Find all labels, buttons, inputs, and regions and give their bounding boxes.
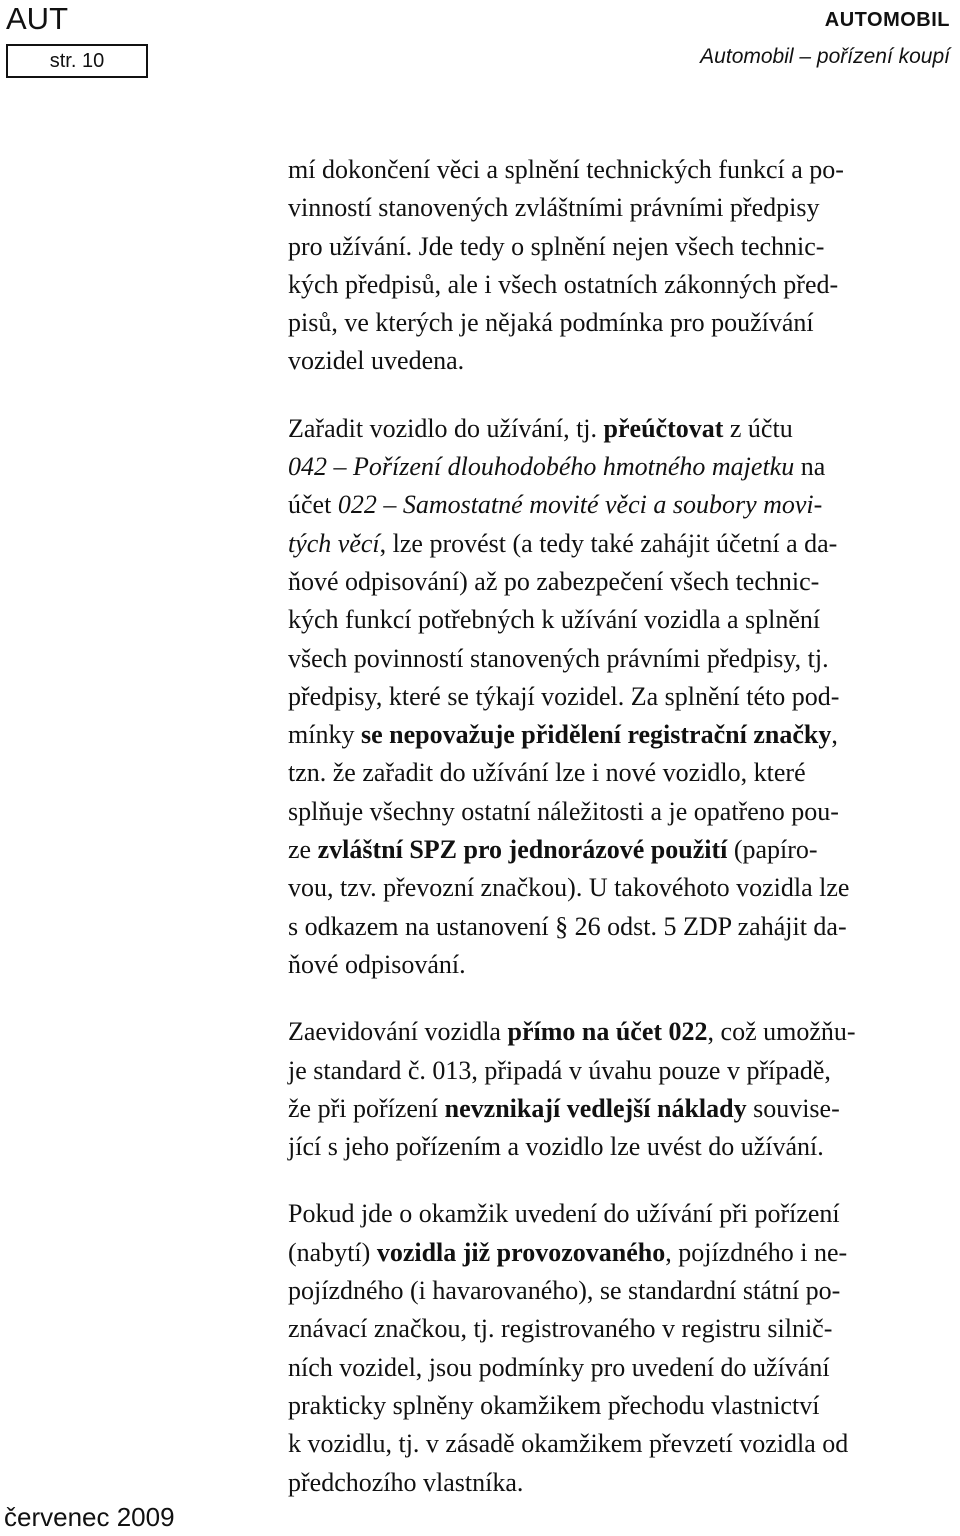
header-right (700, 6, 950, 72)
text-segment: ze (288, 835, 318, 865)
text-line (288, 1276, 840, 1305)
text-segment: pojízdného (i havarovaného), se standardní státní po- (288, 1276, 841, 1306)
bold-text: se nepovažuje přidělení registrační značky (360, 720, 832, 750)
paragraph-1 (288, 151, 956, 381)
text-line (288, 1199, 840, 1228)
text-segment: Pokud jde o okamžik uvedení do užívání při pořízení (288, 1199, 840, 1229)
bold-text: nevznikají vedlejší náklady (444, 1093, 747, 1123)
text-line (288, 644, 829, 673)
text-line (288, 1391, 819, 1420)
bold-text: přeúčtovat (603, 413, 724, 443)
paragraph-2 (288, 410, 956, 984)
text-line (288, 529, 837, 558)
text-segment: je standard č. 013, připadá v úvahu pouze v případě, (288, 1055, 831, 1085)
text-segment: účet (288, 490, 338, 520)
article-body (288, 151, 956, 1502)
text-line (288, 1056, 831, 1085)
bold-text: vozidla již provozovaného (376, 1237, 666, 1267)
paragraph-gap (288, 984, 956, 1013)
text-line (288, 682, 839, 711)
text-segment: vozidel uvedena. (288, 346, 465, 376)
text-segment: ňové odpisování. (288, 949, 466, 979)
text-line (288, 232, 824, 261)
paragraph-3 (288, 1013, 956, 1166)
text-segment: vou, tzv. převozní značkou). U takovéhoto vozidla lze (288, 873, 850, 903)
text-line (288, 414, 793, 443)
text-segment: s odkazem na ustanovení § 26 odst. 5 ZDP zahájit da- (288, 911, 847, 941)
paragraph-gap (288, 1166, 956, 1195)
text-line (288, 567, 819, 596)
text-segment: tzn. že zařadit do užívání lze i nové vozidlo, které (288, 758, 806, 788)
text-line (288, 1132, 824, 1161)
text-line (288, 346, 464, 375)
text-line (288, 873, 849, 902)
text-segment: Zařadit vozidlo do užívání, tj. (288, 413, 604, 443)
page-number-box: str. 10 (6, 44, 148, 78)
text-segment: souvise- (746, 1093, 840, 1123)
paragraph-gap (288, 381, 956, 410)
text-segment: (papíro- (727, 835, 818, 865)
bold-text: přímo na účet 022 (507, 1017, 708, 1047)
italic-text: 042 – Pořízení dlouhodobého hmotného majetku (288, 452, 795, 482)
text-line (288, 758, 806, 787)
italic-text: 022 – Samostatné movité věci a soubory movi- (337, 490, 823, 520)
text-line (288, 605, 820, 634)
text-segment: kých předpisů, ale i všech ostatních zákonných před- (288, 269, 839, 299)
text-segment: mínky (288, 720, 361, 750)
text-segment: (nabytí) (288, 1237, 377, 1267)
paragraph-4 (288, 1195, 956, 1501)
text-line (288, 912, 847, 941)
text-segment: předchozího vlastníka. (288, 1467, 524, 1497)
text-segment: ňové odpisování) až po zabezpečení všech technic- (288, 566, 820, 596)
text-segment: , což umožňu- (707, 1017, 856, 1047)
text-segment: pisů, ve kterých je nějaká podmínka pro používání (288, 308, 814, 338)
text-segment: , lze provést (a tedy také zahájit účetní a da- (379, 528, 838, 558)
text-segment: , (831, 720, 838, 750)
text-line (288, 308, 814, 337)
text-segment: že při pořízení (288, 1093, 445, 1123)
text-segment: všech povinností stanovených právními předpisy, tj. (288, 643, 829, 673)
text-segment: splňuje všechny ostatní náležitosti a je opatřeno pou- (288, 796, 839, 826)
text-segment: Zaevidování vozidla (288, 1017, 508, 1047)
publication-logo: AUT (6, 1, 68, 36)
text-line (288, 155, 844, 184)
text-segment: ních vozidel, jsou podmínky pro uvedení do užívání (288, 1352, 830, 1382)
text-segment: prakticky splněny okamžikem přechodu vlastnictví (288, 1390, 820, 1420)
text-segment: k vozidlu, tj. v zásadě okamžikem převzetí vozidla od (288, 1429, 849, 1459)
text-line (288, 452, 825, 481)
text-line (288, 1094, 840, 1123)
text-segment: jící s jeho pořízením a vozidlo lze uvést do užívání. (288, 1132, 824, 1162)
text-segment: , pojízdného i ne- (665, 1237, 848, 1267)
text-segment: kých funkcí potřebných k užívání vozidla a splnění (288, 605, 821, 635)
text-line (288, 950, 466, 979)
text-line (288, 1238, 847, 1267)
text-line (288, 720, 838, 749)
text-segment: znávací značkou, tj. registrovaného v registru silnič- (288, 1314, 833, 1344)
section-title: AUTOMOBIL (824, 9, 950, 31)
text-segment: pro užívání. Jde tedy o splnění nejen všech technic- (288, 231, 825, 261)
text-line (288, 797, 839, 826)
text-line (288, 1353, 830, 1382)
text-line (288, 835, 818, 864)
italic-text: tých věcí (288, 528, 380, 558)
text-line (288, 193, 819, 222)
text-line (288, 1429, 848, 1458)
text-line (288, 1017, 856, 1046)
text-line (288, 1468, 523, 1497)
text-segment: z účtu (723, 413, 793, 443)
footer-date: červenec 2009 (4, 1502, 175, 1532)
text-line (288, 1314, 832, 1343)
text-segment: na (794, 452, 826, 482)
text-segment: vinností stanovených zvláštními právními předpisy (288, 193, 820, 223)
text-segment: předpisy, které se týkají vozidel. Za splnění této pod- (288, 681, 840, 711)
bold-text: zvláštní SPZ pro jednorázové použití (317, 835, 728, 865)
section-subtitle: Automobil – pořízení koupí (700, 45, 950, 68)
text-line (288, 490, 822, 519)
text-line (288, 270, 838, 299)
text-segment: mí dokončení věci a splnění technických funkcí a po- (288, 155, 844, 184)
header-left (6, 0, 148, 78)
